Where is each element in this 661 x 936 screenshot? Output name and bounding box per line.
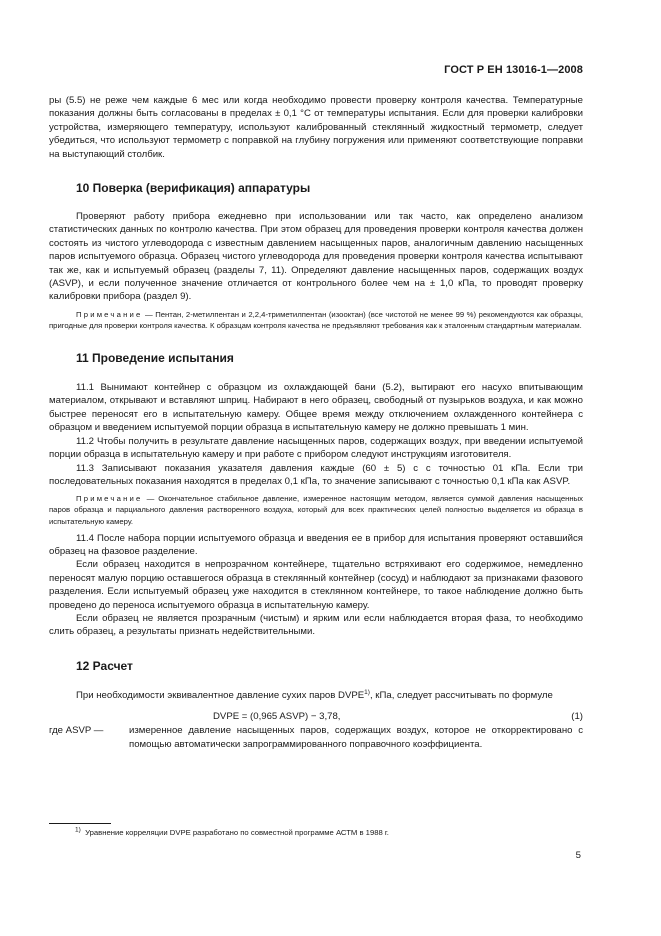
paragraph-11-2: 11.2 Чтобы получить в результате давление насыщенных паров, содержащих воздух, при введении испытуемой порции образца в испытательную камеру и при работе с прибором следуют инструкциям изготовителя. <box>49 435 583 461</box>
continued-paragraph: ры (5.5) не реже чем каждые 6 мес или когда необходимо провести проверку контроля качества. Температурные показания должны быть согласованы в пределах ± 0,1 °С от температуры испытания. Если для проверки калибровки устройства, измеряющего температуру, используют калиброванный стеклянный жидкостный термометр, следует убедиться, что используют термометр с поправкой на глубину погружения или применяют соответствующие поправки на выступающий столбик. <box>49 95 583 160</box>
note-label: Примечание <box>76 309 143 319</box>
where-definition <box>49 724 583 751</box>
paragraph-11-4: 11.4 После набора порции испытуемого образца и введения ее в прибор для испытания проверяют оставшийся образец на фазовое разделение. <box>49 532 583 557</box>
section-10-note <box>49 309 583 331</box>
paragraph-11-3: 11.3 Записывают показания указателя давления каждые (60 ± 5) с с точностью 01 кПа. Если три последовательных показания находятся в пределах 0,1 кПа, то значение записывают с точностью 0,1 кПа как ASVP. <box>49 462 583 487</box>
formula-number: (1) <box>571 711 583 723</box>
footnote-divider <box>49 823 111 824</box>
footnote-mark: 1) <box>75 826 81 834</box>
standard-header: ГОСТ Р ЕН 13016-1—2008 <box>444 64 583 76</box>
note-text: — Окончательное стабильное давление, измеренное настоящим методом, является суммой давления насыщенных паров образца и парциального давления растворенного воздуха, который для всех практических целей полностью выделяется из образца в испытательную камеру. <box>49 494 583 526</box>
note-label: Примечание <box>76 494 143 504</box>
footnote-ref: 1) <box>364 688 370 696</box>
paragraph-11-5: Если образец находится в непрозрачном контейнере, тщательно встряхивают его содержимое, немедленно переносят малую порцию оставшегося образца в стеклянный контейнер (сосуд) и наблюдают за признаками фазового разделения. Если испытуемый образец уже находится в стеклянном контейнере, то такое наблюдение должно быть проведено до переноса испытуемого образца в испытательную камеру. <box>49 559 583 611</box>
section-11-title: 11 Проведение испытания <box>76 351 234 366</box>
intro-text-end: , кПа, следует рассчитывать по формуле <box>369 689 553 701</box>
formula-row <box>49 710 583 724</box>
section-12-intro <box>49 689 583 702</box>
section-12-title: 12 Расчет <box>76 658 133 673</box>
section-11-note <box>49 493 583 526</box>
section-10-title: 10 Поверка (верификация) аппаратуры <box>76 181 311 196</box>
where-label: где ASVP — <box>49 725 104 737</box>
page-content <box>49 94 583 751</box>
page-number: 5 <box>575 850 581 861</box>
section-10-text: Проверяют работу прибора ежедневно при использовании или так часто, как определено анализом статистических данных по контролю качества. При этом образец для проведения проверки контроля качества должен состоять из чистого углеводорода с известным давлением насыщенных паров, аналогичным давлению насыщенных паров испытуемого образца. Образец чистого углеводорода для проведения проверки контроля качества испытывают так же, как и испытуемый образец (разделы 7, 11). Определяют давление насыщенных паров, содержащих воздух (ASVP), и если полученное значение отличается от контрольного более чем на ± 1,0 кПа, то проводят проверку калибровки прибора (раздел 9). <box>49 211 583 303</box>
footnote-text: Уравнение корреляции DVPE разработано по совместной программе АСТМ в 1988 г. <box>85 828 389 837</box>
footnote <box>75 828 389 838</box>
where-text: измеренное давление насыщенных паров, содержащих воздух, которое не откорректировано с помощью автоматически запрограммированного поправочного коэффициента. <box>129 725 583 750</box>
formula: DVPE = (0,965 ASVP) − 3,78, <box>213 711 341 723</box>
note-text: — Пентан, 2-метилпентан и 2,2,4-триметилпентан (изооктан) (все чистотой не менее 99 %) рекомендуются как образцы, пригодные для проверки контроля качества. К образцам контроля качества не предъявляют требования как к эталонным стандартным материалам. <box>49 309 583 330</box>
intro-text: При необходимости эквивалентное давление сухих паров DVPE <box>76 689 365 701</box>
paragraph-11-1: 11.1 Вынимают контейнер с образцом из охлаждающей бани (5.2), вытирают его насухо впитывающим материалом, открывают и вставляют шприц. Набирают в него образец, свободный от пузырьков воздуха, и как можно быстрее переносят его в испытательную камеру. Общее время между отключением охлажденного контейнера с образцом и введением испытуемой порции образца в испытательную камеру не должно превышать 1 мин. <box>49 382 583 434</box>
paragraph-11-6: Если образец не является прозрачным (чистым) и ярким или если наблюдается вторая фаза, то необходимо слить образец, а результаты признать недействительными. <box>49 613 583 638</box>
